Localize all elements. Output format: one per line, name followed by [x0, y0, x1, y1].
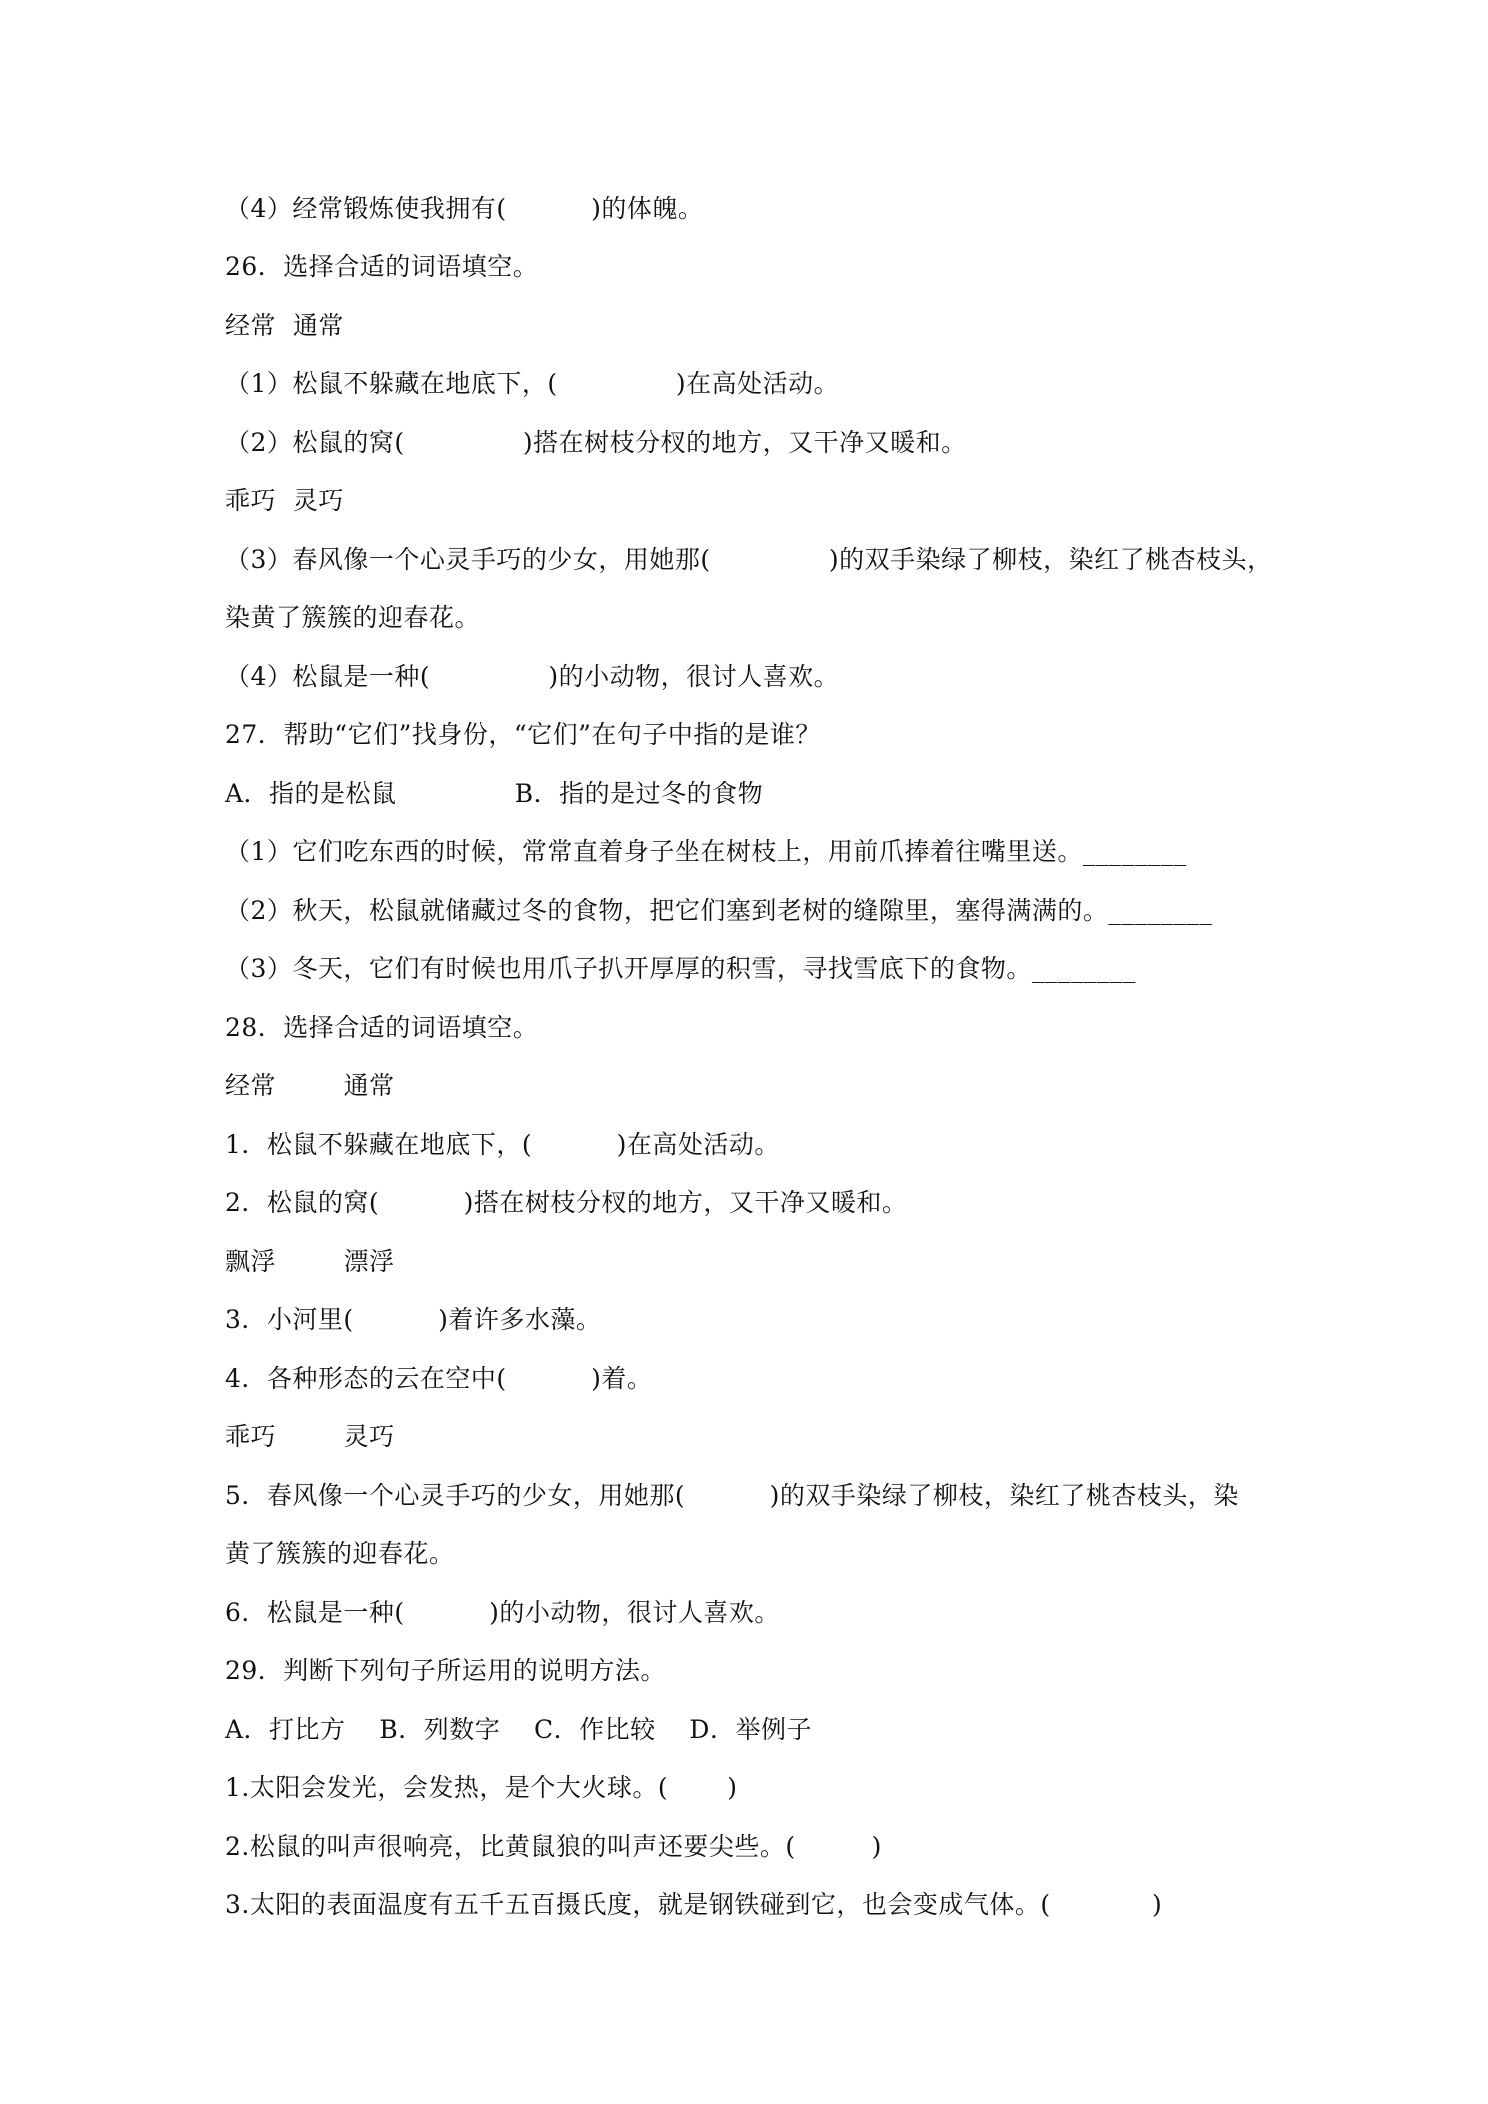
text-line: 染黄了簇簇的迎春花。 [225, 603, 481, 632]
word-options: 乖巧 灵巧 [225, 486, 344, 515]
text-line: 1.太阳会发光，会发热，是个大火球。( ) [225, 1773, 738, 1802]
text-line: 2．松鼠的窝( )搭在树枝分杈的地方，又干净又暖和。 [225, 1188, 908, 1217]
question-heading: 29．判断下列句子所运用的说明方法。 [225, 1656, 666, 1685]
word-options: 经常 通常 [225, 311, 344, 340]
text-line: 5．春风像一个心灵手巧的少女，用她那( )的双手染绿了柳枝，染红了桃杏枝头，染 [225, 1481, 1239, 1510]
text-line: （1）它们吃东西的时候，常常直着身子坐在树枝上，用前爪捧着往嘴里送。________ [225, 837, 1187, 866]
text-line: （1）松鼠不躲藏在地底下，( )在高处活动。 [225, 369, 840, 398]
text-line: 3．小河里( )着许多水藻。 [225, 1305, 602, 1334]
text-line: 1．松鼠不躲藏在地底下，( )在高处活动。 [225, 1130, 780, 1159]
text-line: 6．松鼠是一种( )的小动物，很讨人喜欢。 [225, 1598, 780, 1627]
word-options: 经常 通常 [225, 1071, 395, 1100]
text-line: （3）冬天，它们有时候也用爪子扒开厚厚的积雪，寻找雪底下的食物。________ [225, 954, 1136, 983]
answer-options: A．指的是松鼠 B．指的是过冬的食物 [225, 779, 764, 808]
answer-options: A．打比方 B．列数字 C．作比较 D．举例子 [225, 1715, 812, 1744]
text-line: （2）秋天，松鼠就储藏过冬的食物，把它们塞到老树的缝隙里，塞得满满的。________ [225, 896, 1213, 925]
question-heading: 26．选择合适的词语填空。 [225, 252, 539, 281]
text-line: 2.松鼠的叫声很响亮，比黄鼠狼的叫声还要尖些。( ) [225, 1832, 882, 1861]
text-line: 黄了簇簇的迎春花。 [225, 1539, 455, 1568]
word-options: 乖巧 灵巧 [225, 1422, 395, 1451]
text-line: 4．各种形态的云在空中( )着。 [225, 1364, 653, 1393]
text-line: （4）经常锻炼使我拥有( )的体魄。 [225, 194, 704, 223]
word-options: 飘浮 漂浮 [225, 1247, 395, 1276]
text-line: （3）春风像一个心灵手巧的少女，用她那( )的双手染绿了柳枝，染红了桃杏枝头， [225, 545, 1273, 574]
text-line: 3.太阳的表面温度有五千五百摄氏度，就是钢铁碰到它，也会变成气体。( ) [225, 1890, 1163, 1919]
text-line: （2）松鼠的窝( )搭在树枝分杈的地方，又干净又暖和。 [225, 428, 967, 457]
text-line: （4）松鼠是一种( )的小动物，很讨人喜欢。 [225, 662, 840, 691]
question-heading: 27．帮助“它们”找身份，“它们”在句子中指的是谁？ [225, 720, 821, 749]
question-heading: 28．选择合适的词语填空。 [225, 1013, 539, 1042]
